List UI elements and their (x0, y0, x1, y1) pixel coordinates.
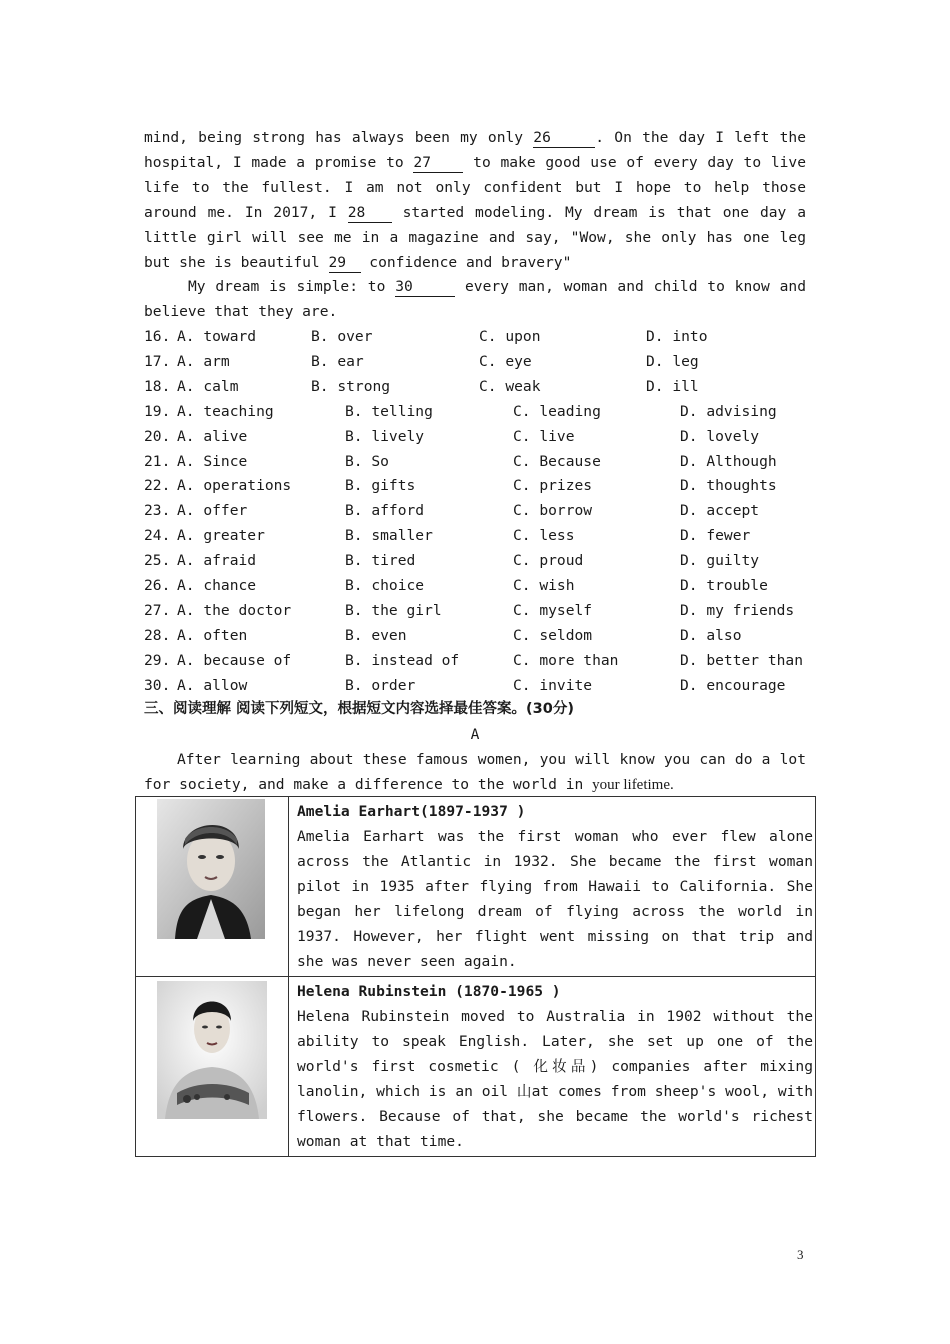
option-b: B. over (311, 328, 373, 345)
option-c: C. wish (513, 577, 575, 594)
option-b: B. choice (345, 577, 425, 594)
option-d: D. accept (680, 502, 760, 520)
option-d: D. encourage (680, 676, 786, 694)
question-number: 21. (144, 452, 171, 470)
option-a: A. afraid (177, 552, 257, 570)
option-a: A. chance (177, 577, 257, 594)
option-a: A. the doctor (177, 601, 292, 619)
passage-paragraph-2 (144, 274, 806, 324)
question-number: 24. (144, 527, 171, 545)
part-label: A (470, 726, 480, 743)
option-b: B. instead of (345, 651, 460, 669)
passage-text: started modeling. My dream is that one day a little girl will see me in a magazine and say, "Wow, she only has one leg but she is beautiful (144, 204, 806, 271)
intro-text: After learning about these famous women, you will know you can do a lot for society, and make a difference to the world in (144, 751, 806, 793)
question-number: 18. (144, 377, 171, 395)
option-d: D. guilty (680, 552, 760, 570)
option-d: D. fewer (680, 527, 751, 545)
amelia-earhart-photo (157, 799, 265, 939)
option-b: B. So (345, 452, 389, 470)
reading-intro (144, 747, 806, 798)
option-a: A. arm (177, 352, 230, 370)
option-d: D. my friends (680, 601, 795, 619)
question-number: 20. (144, 427, 171, 445)
option-d: D. thoughts (680, 477, 777, 495)
question-number: 25. (144, 552, 171, 570)
option-b: B. telling (345, 402, 433, 420)
option-b: B. lively (345, 427, 425, 445)
bio-text-cell (289, 797, 816, 977)
question-number: 22. (144, 477, 171, 495)
option-d: D. Although (680, 452, 777, 470)
option-b: B. the girl (345, 601, 442, 619)
blank-28: 28 (348, 204, 392, 223)
blank-29: 29 (329, 254, 361, 273)
question-number: 26. (144, 577, 171, 594)
option-a: A. alive (177, 427, 248, 445)
option-c: C. prizes (513, 477, 593, 495)
biography-table (135, 796, 816, 1157)
option-c: C. upon (479, 328, 541, 345)
option-d: D. lovely (680, 427, 760, 445)
option-b: B. afford (345, 502, 425, 520)
option-d: D. leg (646, 352, 699, 370)
question-number: 30. (144, 676, 171, 694)
passage-text: mind, being strong has always been my only (144, 129, 534, 146)
intro-text-end: your lifetime. (592, 777, 674, 793)
option-a: A. toward (177, 328, 257, 345)
option-c: C. more than (513, 651, 619, 669)
option-b: B. ear (311, 352, 364, 370)
passage-text: My dream is simple: to (188, 278, 396, 295)
option-d: D. advising (680, 402, 777, 420)
option-d: D. better than (680, 651, 804, 669)
bio-title: Amelia Earhart(1897-1937 ) (297, 803, 526, 820)
passage-text: to make good use of every day to live life to the fullest. I am not only confident but I hope to help those around me. In 2017, I (144, 154, 806, 221)
option-b: B. order (345, 676, 416, 694)
option-a: A. often (177, 626, 248, 644)
passage-text: every man, woman and child to know and believe that they are. (144, 278, 806, 320)
option-b: B. gifts (345, 477, 416, 495)
option-b: B. even (345, 626, 407, 644)
option-c: C. proud (513, 552, 584, 570)
option-a: A. teaching (177, 402, 274, 420)
option-c: C. seldom (513, 626, 593, 644)
option-d: D. also (680, 626, 742, 644)
option-c: C. borrow (513, 502, 593, 520)
bio-body: Amelia Earhart was the first woman who ever flew alone across the Atlantic in 1932. She became the first woman pilot in 1935 after flying from Hawaii to California. She began her lifelong dream of flying across the world in 1937. However, her flight went missing on that trip and she was never seen again. (297, 828, 813, 970)
option-b: B. smaller (345, 527, 433, 545)
question-number: 23. (144, 502, 171, 520)
photo-cell (136, 797, 289, 977)
option-d: D. into (646, 328, 708, 345)
bio-row (136, 977, 816, 1157)
option-a: A. because of (177, 651, 292, 669)
option-c: C. live (513, 427, 575, 445)
option-d: D. ill (646, 377, 699, 395)
question-number: 29. (144, 651, 171, 669)
bio-text-cell (289, 977, 816, 1157)
option-c: C. leading (513, 402, 601, 420)
helena-rubinstein-photo (157, 981, 267, 1119)
bio-row (136, 797, 816, 977)
option-d: D. trouble (680, 577, 768, 594)
blank-26: 26 (533, 129, 595, 148)
option-a: A. greater (177, 527, 265, 545)
passage-text: . On the day I left the hospital, I made a promise to (144, 129, 806, 171)
option-b: B. strong (311, 377, 391, 395)
section-heading: 三、阅读理解 阅读下列短文，根据短文内容选择最佳答案。(30分) (144, 701, 574, 717)
option-c: C. less (513, 527, 575, 545)
page-number: 3 (797, 1247, 804, 1262)
option-c: C. weak (479, 377, 541, 395)
blank-27: 27 (413, 154, 463, 173)
passage-text: confidence and bravery" (360, 254, 572, 271)
question-number: 28. (144, 626, 171, 644)
photo-cell (136, 977, 289, 1157)
bio-title: Helena Rubinstein (1870-1965 ) (297, 983, 561, 1000)
question-number: 19. (144, 402, 171, 420)
bio-body: Helena Rubinstein moved to Australia in 1902 without the ability to speak English. Later, she set up one of the world's first cosmetic ( 化妆品) companies after mixing lanolin, which is an oil 山at comes from sheep's wool, with flowers. Because of that, she became the world's richest woman at that time. (297, 1008, 813, 1150)
option-a: A. operations (177, 477, 292, 495)
blank-30: 30 (395, 278, 455, 297)
option-b: B. tired (345, 552, 416, 570)
option-a: A. allow (177, 676, 248, 694)
option-a: A. calm (177, 377, 239, 395)
question-number: 16. (144, 328, 171, 345)
option-c: C. Because (513, 452, 601, 470)
option-a: A. Since (177, 452, 248, 470)
question-number: 27. (144, 601, 171, 619)
option-c: C. eye (479, 352, 532, 370)
option-c: C. myself (513, 601, 593, 619)
question-number: 17. (144, 352, 171, 370)
option-a: A. offer (177, 502, 248, 520)
option-c: C. invite (513, 676, 593, 694)
passage-paragraph-1 (144, 125, 806, 275)
